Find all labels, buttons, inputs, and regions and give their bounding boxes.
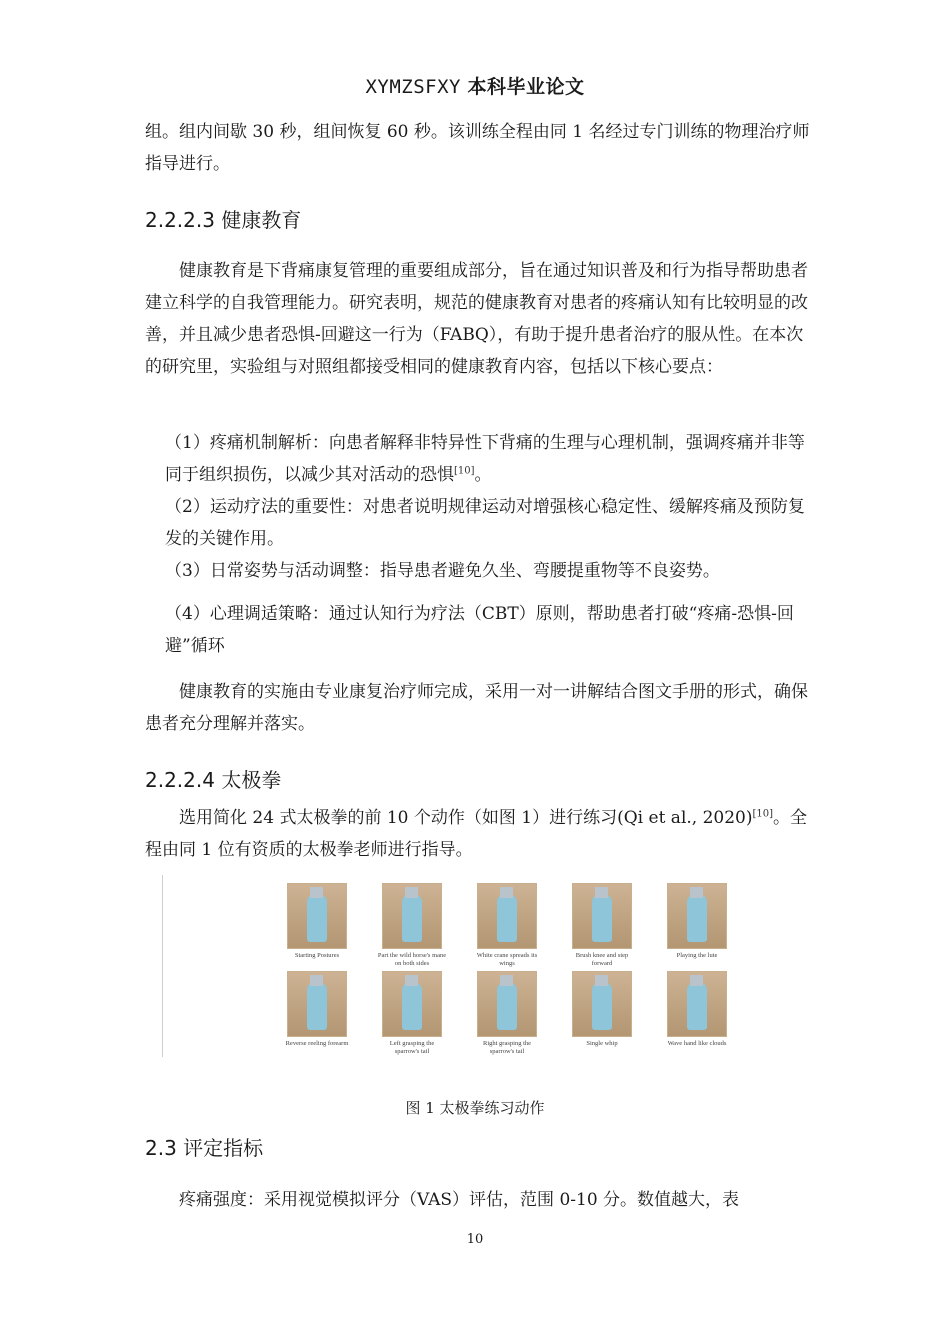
figure-panel	[662, 883, 732, 960]
panel-caption: Single whip	[586, 1040, 618, 1047]
blurred-face	[310, 887, 323, 898]
figure-panel	[472, 883, 542, 968]
figure-border	[162, 875, 163, 1057]
panel-caption: Brush knee and step forward	[575, 952, 629, 967]
taiji-photo	[667, 971, 727, 1037]
panel-caption: Reverse reeling forearm	[285, 1040, 349, 1047]
blurred-face	[310, 975, 323, 986]
person-figure	[592, 982, 612, 1030]
panel-caption: Wave hand like clouds	[667, 1040, 727, 1047]
blurred-face	[500, 975, 513, 986]
panel-caption: White crane spreads its wings	[476, 952, 538, 967]
paragraph-taiji-text: 选用简化 24 式太极拳的前 10 个动作（如图 1）进行练习(Qi et al., 2020)	[179, 808, 753, 828]
paragraph-taiji-end: 。全程由同 1 位有资质的太极拳老师进行指导。	[145, 808, 808, 860]
panel-caption: Starting Postures	[294, 952, 340, 959]
figure-panel	[282, 971, 352, 1048]
person-figure	[497, 982, 517, 1030]
heading-2-3: 2.3 评定指标	[145, 1136, 264, 1160]
person-figure	[307, 982, 327, 1030]
taiji-photo	[382, 971, 442, 1037]
list-item-2: （2）运动疗法的重要性：对患者说明规律运动对增强核心稳定性、缓解疼痛及预防复发的关键作用。	[165, 497, 805, 549]
person-figure	[687, 982, 707, 1030]
figure-panel	[567, 883, 637, 968]
figure-panel	[567, 971, 637, 1048]
person-figure	[307, 894, 327, 942]
figure-caption: 图 1 太极拳练习动作	[405, 1099, 545, 1117]
figure-panel	[472, 971, 542, 1056]
list-item-1-end: 。	[474, 465, 492, 485]
list-item-1-text: （1）疼痛机制解析：向患者解释非特异性下背痛的生理与心理机制，强调疼痛并非等同于组织损伤，以减少其对活动的恐惧	[165, 433, 805, 485]
person-figure	[592, 894, 612, 942]
list-item-3: （3）日常姿势与活动调整：指导患者避免久坐、弯腰提重物等不良姿势。	[165, 561, 720, 581]
blurred-face	[405, 887, 418, 898]
paragraph-taiji	[145, 802, 810, 866]
paragraph-training: 组。组内间歇 30 秒，组间恢复 60 秒。该训练全程由同 1 名经过专门训练的物理治疗师指导进行。	[145, 122, 810, 174]
person-figure	[402, 894, 422, 942]
person-figure	[687, 894, 707, 942]
panel-caption: Left grasping the sparrow's tail	[389, 1040, 435, 1055]
heading-2-2-2-4: 2.2.2.4 太极拳	[145, 768, 282, 792]
paragraph-implementation: 健康教育的实施由专业康复治疗师完成，采用一对一讲解结合图文手册的形式，确保患者充分理解并落实。	[145, 682, 808, 734]
list-item-1	[165, 427, 815, 491]
blurred-face	[595, 887, 608, 898]
panel-caption: Playing the lute	[676, 952, 718, 959]
paragraph-health-education: 健康教育是下背痛康复管理的重要组成部分，旨在通过知识普及和行为指导帮助患者建立科学的自我管理能力。研究表明，规范的健康教育对患者的疼痛认知有比较明显的改善，并且减少患者恐惧-回避这一行为（FABQ），有助于提升患者治疗的服从性。在本次的研究里，实验组与对照组都接受相同的健康教育内容，包括以下核心要点：	[145, 261, 808, 377]
figure-panel	[377, 971, 447, 1056]
person-figure	[497, 894, 517, 942]
panel-caption: Right grasping the sparrow's tail	[482, 1040, 532, 1055]
blurred-face	[405, 975, 418, 986]
blurred-face	[500, 887, 513, 898]
taiji-photo	[382, 883, 442, 949]
citation-ref: [10]	[752, 808, 774, 820]
blurred-face	[690, 975, 703, 986]
taiji-photo	[287, 883, 347, 949]
running-header	[0, 72, 950, 99]
figure-panel	[282, 883, 352, 960]
blurred-face	[595, 975, 608, 986]
figure-taiji-movements	[160, 875, 800, 1057]
figure-panel	[377, 883, 447, 968]
figure-panel	[662, 971, 732, 1048]
list-item-4: （4）心理调适策略：通过认知行为疗法（CBT）原则，帮助患者打破“疼痛-恐惧-回避”循环	[165, 604, 794, 656]
person-figure	[402, 982, 422, 1030]
citation-ref: [10]	[454, 465, 475, 477]
taiji-photo	[287, 971, 347, 1037]
panel-caption: Part the wild horse's mane on both sides	[377, 952, 447, 967]
heading-2-2-2-3: 2.2.2.3 健康教育	[145, 208, 302, 232]
header-title: 本科毕业论文	[467, 76, 585, 98]
header-latin: XYMZSFXY	[365, 76, 461, 98]
taiji-photo	[572, 971, 632, 1037]
blurred-face	[690, 887, 703, 898]
taiji-photo	[477, 883, 537, 949]
page-number: 10	[466, 1232, 484, 1247]
taiji-photo	[667, 883, 727, 949]
paragraph-vas: 疼痛强度：采用视觉模拟评分（VAS）评估，范围 0-10 分。数值越大，表	[179, 1190, 740, 1210]
taiji-photo	[572, 883, 632, 949]
taiji-photo	[477, 971, 537, 1037]
